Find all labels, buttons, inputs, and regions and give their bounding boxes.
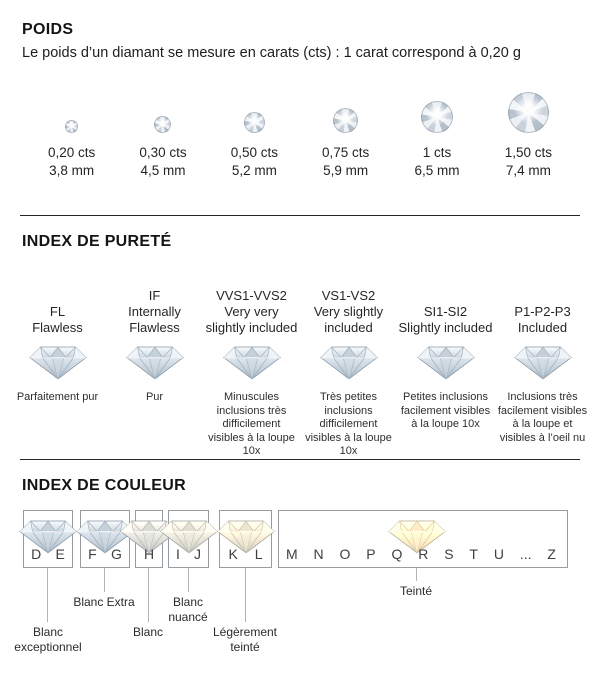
diamond-top-icon [508,92,549,133]
leader-line [245,568,246,622]
color-letter: L [254,546,263,562]
clarity-column [495,256,590,459]
color-letter: H [143,546,155,562]
diamond-top-icon [421,101,453,133]
weight-label [209,144,300,180]
weight-diameter: 3,8 mm [49,163,95,178]
weight-diameter: 7,4 mm [505,163,551,178]
diamond-side-icon [514,344,572,381]
weight-intro: Le poids d’un diamant se mesure en carats (cts) : 1 carat correspond à 0,20 g [22,45,521,61]
clarity-column [398,256,493,459]
color-letters [136,546,162,562]
clarity-grade-name: Internally Flawless [128,304,181,335]
color-box-kl [219,510,272,568]
clarity-grade-code: IF [148,288,161,303]
clarity-diamond [495,337,590,387]
color-letter: Z [547,546,556,562]
color-section [0,460,600,672]
color-letter: S [444,546,454,562]
clarity-description: Minuscules inclusions très difficilement visibles à la loupe 10x [208,391,295,457]
weight-diameter: 6,5 mm [414,163,460,178]
clarity-column [10,256,105,459]
diamond-top-icon [65,120,78,133]
color-box-mz [278,510,568,568]
clarity-column [301,256,396,459]
color-diagram [0,510,600,672]
clarity-description: Inclusions très facilement visibles à la loupe et visibles à l’oeil nu [497,391,588,444]
weight-label [300,144,391,180]
weight-column [209,85,300,180]
color-label-blanc-nuance: Blanc nuancé [168,595,208,624]
clarity-grade-code: SI1-SI2 [423,304,468,319]
clarity-grade-name: Flawless [32,320,83,335]
weight-column [26,85,117,180]
color-title: INDEX DE COULEUR [22,477,186,494]
color-letter: E [55,546,65,562]
color-label-blanc: Blanc [132,625,164,639]
diamond-top-icon [244,112,265,133]
color-letter: Q [391,546,403,562]
clarity-grade-label [107,256,202,336]
color-letters [169,546,208,562]
clarity-grade-label [301,256,396,336]
weight-label [117,144,208,180]
weight-section [0,0,600,215]
clarity-grade-code: FL [49,304,66,319]
clarity-grade-label [398,256,493,336]
color-letter: U [493,546,504,562]
clarity-grade-code: VVS1-VVS2 [216,288,287,303]
weight-carats: 0,75 cts [322,145,370,160]
weight-diamond [26,85,117,133]
diamond-side-icon [320,344,378,381]
clarity-grade-label [495,256,590,336]
clarity-grade-label [204,256,299,336]
color-letter: I [176,546,180,562]
weight-carats: 1,50 cts [504,145,552,160]
weight-label [483,144,574,180]
color-letters [220,546,271,562]
leader-line [104,568,105,592]
clarity-section [0,216,600,459]
color-label-teinte: Teinté [399,584,433,598]
clarity-diamond [10,337,105,387]
weight-diameter: 4,5 mm [140,163,186,178]
clarity-grade-code: P1-P2-P3 [514,304,571,319]
clarity-grade-label [10,256,105,336]
clarity-description: Très petites inclusions difficilement visibles à la loupe 10x [305,391,392,457]
color-letters [24,546,72,562]
leader-line [416,568,417,581]
leader-line [47,568,48,622]
weight-diameter: 5,2 mm [231,163,277,178]
clarity-diamond [204,337,299,387]
color-label-legerement-teinte: Légèrement teinté [212,625,278,654]
clarity-description: Parfaitement pur [16,391,99,403]
color-letter: D [31,546,42,562]
clarity-grade-name: Very slightly included [313,304,384,335]
weight-column [483,85,574,180]
weight-diamond [300,85,391,133]
color-letter: K [228,546,238,562]
color-letters [279,546,567,562]
clarity-diamond [398,337,493,387]
color-letter: J [193,546,201,562]
color-box-ij [168,510,209,568]
weight-column [300,85,391,180]
color-letter: ... [519,546,532,562]
weight-carats: 0,30 cts [139,145,187,160]
clarity-diamond [301,337,396,387]
clarity-grid [0,256,600,459]
clarity-diamond [107,337,202,387]
color-letter: M [286,546,298,562]
color-letter: T [469,546,478,562]
diamond-side-icon [417,344,475,381]
color-label-blanc-exceptionnel: Blanc exceptionnel [14,625,82,654]
color-letter: O [339,546,351,562]
diamond-top-icon [333,108,358,133]
color-letter: R [418,546,429,562]
weight-diamond [391,85,482,133]
clarity-grade-name: Included [517,320,568,335]
clarity-column [107,256,202,459]
weight-label [391,144,482,180]
color-box-de [23,510,73,568]
weight-diamond [483,85,574,133]
clarity-title: INDEX DE PURETÉ [22,233,172,250]
clarity-grade-name: Slightly included [398,320,493,335]
color-letter: G [110,546,122,562]
clarity-description: Pur [145,391,164,403]
weight-title: POIDS [22,21,74,38]
color-letter: P [366,546,376,562]
weight-column [117,85,208,180]
weight-grid [0,85,600,180]
diamond-side-icon [126,344,184,381]
weight-column [391,85,482,180]
color-letter: F [88,546,97,562]
leader-line [188,568,189,592]
weight-carats: 0,50 cts [230,145,278,160]
diamond-top-icon [154,116,171,133]
weight-label [26,144,117,180]
diamond-side-icon [223,344,281,381]
weight-diameter: 5,9 mm [323,163,369,178]
color-letter: N [313,546,324,562]
clarity-grade-code: VS1-VS2 [321,288,376,303]
weight-diamond [209,85,300,133]
weight-carats: 0,20 cts [48,145,96,160]
weight-carats: 1 cts [422,145,452,160]
clarity-column [204,256,299,459]
color-label-blanc-extra: Blanc Extra [73,595,135,609]
clarity-description: Petites inclusions facilement visibles à la loupe 10x [400,391,491,430]
weight-diamond [117,85,208,133]
diamond-side-icon [29,344,87,381]
clarity-grade-name: Very very slightly included [205,304,298,335]
